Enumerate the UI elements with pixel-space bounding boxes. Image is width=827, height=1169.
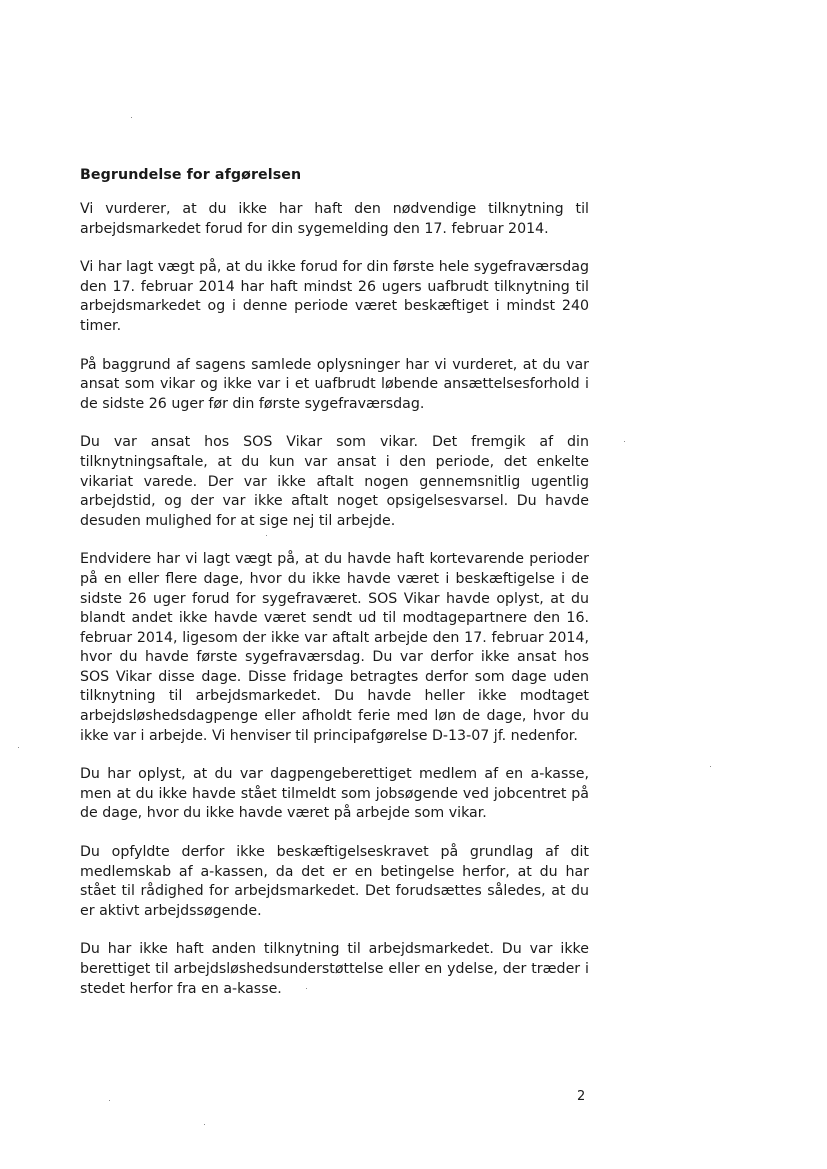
scan-speck <box>131 117 132 118</box>
scan-speck <box>18 747 19 748</box>
paragraph: Du opfyldte derfor ikke beskæftigelseskravet på grundlag af dit medlemskab af a-kassen, da det er en betingelse herfor, at du har stået til rådighed for arbejdsmarkedet. Det forudsættes således, at du er aktivt arbejdssøgende. <box>80 844 589 919</box>
paragraph: Vi har lagt vægt på, at du ikke forud for din første hele sygefraværsdag den 17. februar 2014 har haft mindst 26 ugers uafbrudt tilknytning til arbejdsmarkedet og i denne periode været beskæftiget i mindst 240 timer. <box>80 259 589 334</box>
scan-speck <box>624 441 625 442</box>
paragraph: På baggrund af sagens samlede oplysninger har vi vurderet, at du var ansat som vikar og ikke var i et uafbrudt løbende ansættelsesforhold i de sidste 26 uger før din første sygefraværsdag. <box>80 356 589 412</box>
section-heading: Begrundelse for afgørelsen <box>80 167 302 183</box>
paragraph: Du har oplyst, at du var dagpengeberettiget medlem af en a-kasse, men at du ikke havde stået tilmeldt som jobsøgende ved jobcentret på de dage, hvor du ikke havde været på arbejde som vikar. <box>80 766 589 822</box>
paragraph: Du var ansat hos SOS Vikar som vikar. Det fremgik af din tilknytningsaftale, at du kun var ansat i den periode, det enkelte vikariat varede. Der var ikke aftalt nogen gennemsnitlig ugentlig arbejdstid, og der var ikke aftalt noget opsigelsesvarsel. Du havde desuden mulighed for at sige nej til arbejde. <box>80 434 589 529</box>
page-number: 2 <box>577 1089 586 1104</box>
paragraph: Endvidere har vi lagt vægt på, at du havde haft kortevarende perioder på en eller flere dage, hvor du ikke havde været i beskæftigelse i de sidste 26 uger forud for sygefraværet. SOS Vikar havde oplyst, at du blandt andet ikke havde været sendt ud til modtagepartnere den 16. februar 2014, ligesom der ikke var aftalt arbejde den 17. februar 2014, hvor du havde første sygefraværsdag. Du var derfor ikke ansat hos SOS Vikar disse dage. Disse fridage betragtes derfor som dage uden tilknytning til arbejdsmarkedet. Du havde heller ikke modtaget arbejdsløshedsdagpenge eller afholdt ferie med løn de dage, hvor du ikke var i arbejde. Vi henviser til principafgørelse D-13-07 jf. nedenfor. <box>80 551 589 744</box>
paragraph: Du har ikke haft anden tilknytning til arbejdsmarkedet. Du var ikke berettiget til arbejdsløshedsunderstøttelse eller en ydelse, der træder i stedet herfor fra en a-kasse. <box>80 941 589 997</box>
scan-speck <box>109 1100 110 1101</box>
scan-speck <box>710 766 711 767</box>
document-body <box>80 165 589 1018</box>
paragraph: Vi vurderer, at du ikke har haft den nødvendige tilknytning til arbejdsmarkedet forud for din sygemelding den 17. februar 2014. <box>80 201 589 237</box>
scan-speck <box>204 1124 205 1125</box>
